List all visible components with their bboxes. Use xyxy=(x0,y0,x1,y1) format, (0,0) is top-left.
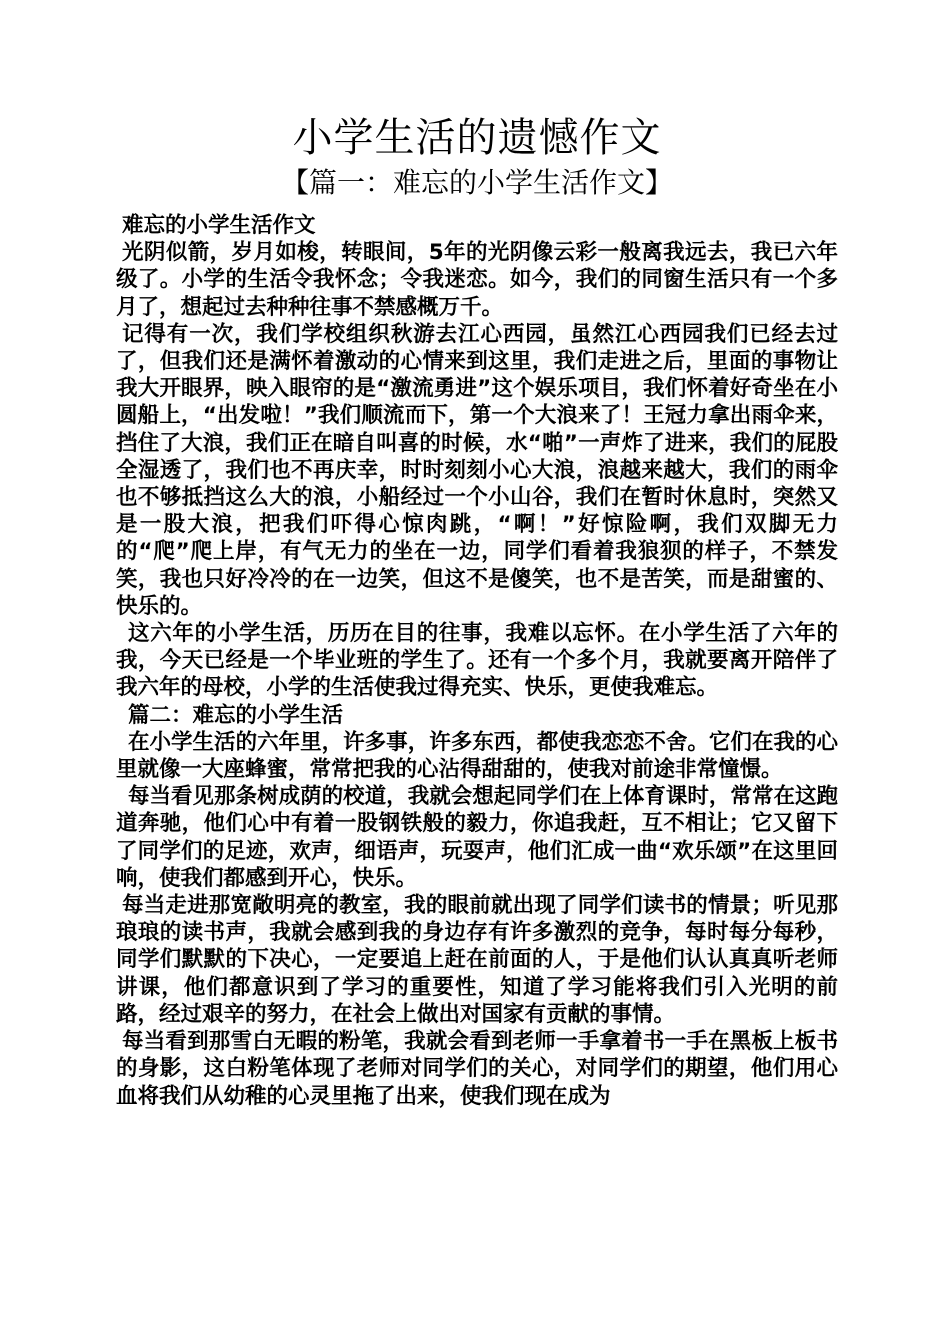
document-subtitle: 【篇一：难忘的小学生活作文】 xyxy=(280,166,673,199)
paragraph: 记得有一次，我们学校组织秋游去江心西园，虽然江心西园我们已经去过了，但我们还是满怀着激动的心情来到这里，我们走进之后，里面的事物让我大开眼界，映入眼帘的是“激流勇进”这个娱乐项目，我们怀着好奇坐在小圆船上，“出发啦！”我们顺流而下，第一个大浪来了！王冠力拿出雨伞来，挡住了大浪，我们正在暗自叫喜的时候，水“啪”一声炸了进来，我们的屁股全湿透了，我们也不再庆幸，时时刻刻小心大浪，浪越来越大，我们的雨伞也不够抵挡这么大的浪，小船经过一个小山谷，我们在暂时休息时，突然又是一股大浪，把我们吓得心惊肉跳，“啊！”好惊险啊，我们双脚无力的“爬”爬上岸，有气无力的坐在一边，同学们看着我狼狈的样子，不禁发笑，我也只好冷冷的在一边笑，但这不是傻笑，也不是苦笑，而是甜蜜的、快乐的。 xyxy=(116,321,838,619)
paragraph: 每当走进那宽敞明亮的教室，我的眼前就出现了同学们读书的情景；听见那琅琅的读书声，我就会感到我的身边存有许多激烈的竞争，每时每分每秒，同学们默默的下决心，一定要追上赶在前面的人，于是他们认认真真听老师讲课，他们都意识到了学习的重要性，知道了学习能将我们引入光明的前路，经过艰辛的努力，在社会上做出对国家有贡献的事情。 xyxy=(116,893,838,1027)
section-heading-2: 篇二：难忘的小学生活 xyxy=(128,702,344,728)
document-page xyxy=(116,112,838,1110)
paragraph: 每当看到那雪白无暇的粉笔，我就会看到老师一手拿着书一手在黑板上板书的身影，这白粉笔体现了老师对同学们的关心，对同学们的期望，他们用心血将我们从幼稚的心灵里拖了出来，使我们现在成为 xyxy=(116,1029,838,1109)
paragraph: 光阴似箭，岁月如梭，转眼间，5年的光阴像云彩一般离我远去，我已六年级了。小学的生活令我怀念；令我迷恋。如今，我们的同窗生活只有一个多月了，想起过去种种往事不禁感概万千。 xyxy=(116,240,838,320)
document-title: 小学生活的遗憾作文 xyxy=(292,115,662,161)
paragraph: 每当看见那条树成荫的校道，我就会想起同学们在上体育课时，常常在这跑道奔驰，他们心中有着一股钢铁般的毅力，你追我赶，互不相让；它又留下了同学们的足迹，欢声，细语声，玩耍声，他们汇成一曲“欢乐颂”在这里回响，使我们都感到开心，快乐。 xyxy=(116,784,838,891)
paragraph: 在小学生活的六年里，许多事，许多东西，都使我恋恋不舍。它们在我的心里就像一大座蜂蜜，常常把我的心沾得甜甜的，使我对前途非常憧憬。 xyxy=(116,729,838,783)
section-heading-1: 难忘的小学生活作文 xyxy=(122,213,316,238)
paragraph: 这六年的小学生活，历历在目的往事，我难以忘怀。在小学生活了六年的我，今天已经是一个毕业班的学生了。还有一个多个月，我就要离开陪伴了我六年的母校，小学的生活使我过得充实、快乐，更使我难忘。 xyxy=(116,621,838,701)
